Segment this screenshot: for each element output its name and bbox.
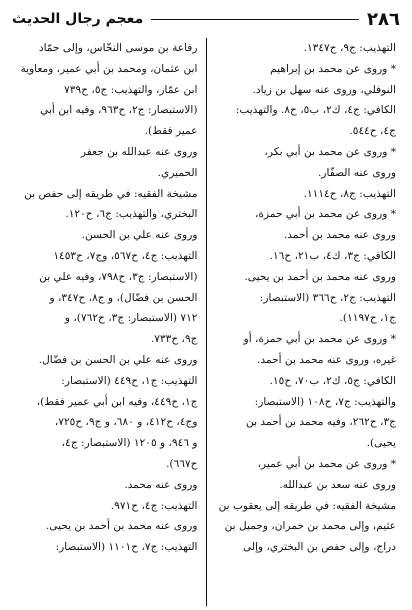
right-column <box>206 38 401 606</box>
text-line: ج٤، ح٥٤٤. <box>349 125 396 138</box>
text-line: و ٩٤٦، و ١٢٠٥ (الاستبصار: ج٤، <box>61 437 198 450</box>
text-line: ج١، ح١١٩٧). <box>339 312 396 325</box>
page-number: ٢٨٦ <box>367 8 400 30</box>
text-line: غيره، وروى عنه محمد بن أحمد. <box>257 353 396 366</box>
text-line: يحيى). <box>366 437 396 450</box>
text-line: ابن عثمان، ومحمد بن أبي عمير، ومعاوية <box>20 62 198 75</box>
text-line: رفاعة بن موسى النخّاس، وإلى حمّاد <box>38 42 198 54</box>
text-line: التهذيب: ج٤، ح٩٧١. <box>110 499 198 512</box>
text-line: مشيخة الفقيه: في طريقه إلى يعقوب بن <box>218 499 396 512</box>
text-line: النوفلي، وروى عنه سهل بن زياد. <box>252 83 396 96</box>
text-line: الكافي: ج٥، ك٢، ب٧٠، ح١٥. <box>269 374 396 387</box>
text-line: ج١، ح٤٤٩، وفيه ابن أبي عمير فقط)، <box>36 395 198 408</box>
text-line: ح٦٦٧). <box>166 457 198 470</box>
text-line: وروى عنه محمد بن أحمد بن يحيى. <box>244 270 396 283</box>
text-line: * وروى عن محمد بن أبي حمزة، أو <box>243 333 396 346</box>
text-line: ج٣، ح٢٦٢، وفيه محمد بن أحمد بن <box>246 416 396 429</box>
running-title: معجم رجال الحديث <box>12 11 144 27</box>
text-line: ج٩، ح٧٣٣. <box>150 333 198 346</box>
left-column <box>12 38 206 606</box>
text-line: الحسن بن فضّال)، و ج٨، ح٣٤٧، و <box>49 291 198 304</box>
text-line: الحميري. <box>157 166 198 179</box>
text-line: * وروى عن محمد بن أبي بكر، <box>264 145 396 158</box>
text-line: ٧١٢ (الاستبصار: ج٣، ح٧٦٢)، و <box>64 312 198 325</box>
text-line: البختري، والتهذيب: ج٦، ح١٢٠. <box>65 208 198 221</box>
header-rule <box>151 19 359 20</box>
text-line: وروى عنه محمد بن أحمد. <box>283 229 396 242</box>
text-line: التهذيب: ج٢، ح٣٦٦ (الاستبصار: <box>259 291 396 304</box>
text-line: التهذيب: ج١، ح٤٤٩ (الاستبصار: <box>61 374 198 387</box>
page-header <box>12 4 400 34</box>
text-line: * وروى عن محمد بن إبراهيم <box>270 62 396 75</box>
text-line: التهذيب: ج٤، ح٥٦٧، وج٧، ح١٤٥٣ <box>53 249 198 262</box>
text-line: وروى عنه علي بن الحسن. <box>81 229 198 242</box>
text-line: وروى عنه محمد. <box>124 478 198 491</box>
text-line: والتهذيب: ج٧، ح١٠٨ (الاستبصار: <box>254 395 396 408</box>
text-line: وروى عنه الصفّار. <box>318 166 396 179</box>
text-line: التهذيب: ج٧، ح١١٠١ (الاستبصار: <box>55 541 198 554</box>
text-line: مشيخة الفقيه: في طريقه إلى حفص بن <box>24 187 198 200</box>
text-line: دراج، وإلى حفص بن البختري، وإلى <box>243 541 396 554</box>
text-line: الكافي: ج٣، ك٤، ب٢١، ح١٦. <box>269 249 396 262</box>
text-line: الكافي: ج٤، ك٢، ب٥، ح٨. والتهذيب: <box>235 104 396 117</box>
text-line: وروى عنه عبدالله بن جعفر <box>80 145 198 158</box>
text-line: وج٤، ح٤١٢، و ٦٨٠، و ج٩، ح٧٢٥، <box>54 416 198 429</box>
text-line: (الاستبصار: ج٣، ح٧٩٨، وفيه علي بن <box>39 270 198 283</box>
text-line: عمير فقط). <box>144 125 198 138</box>
text-line: وروى عنه علي بن الحسن بن فضّال. <box>38 353 198 366</box>
text-line: وروى عنه محمد بن أحمد بن يحيى. <box>45 520 198 533</box>
text-line: ابن عمّار، والتهذيب: ج٥، ح٧٣٩ <box>64 83 198 96</box>
text-line: التهذيب: ج٩، ح١٣٤٧. <box>303 42 396 54</box>
text-line: عثيم، وإلى محمد بن حمران، وجميل بن <box>224 520 396 533</box>
text-columns <box>12 38 400 606</box>
text-line: * وروى عن محمد بن أبي عمير، <box>257 457 396 470</box>
text-line: * وروى عن محمد بن أبي حمزة، <box>255 208 396 221</box>
text-line: وروى عنه سعد بن عبدالله. <box>279 478 396 491</box>
text-line: (الاستبصار: ج٢، ح٩٦٣، وفيه ابن أبي <box>40 104 198 117</box>
text-line: التهذيب: ج٨، ح١١١٤. <box>303 187 396 200</box>
